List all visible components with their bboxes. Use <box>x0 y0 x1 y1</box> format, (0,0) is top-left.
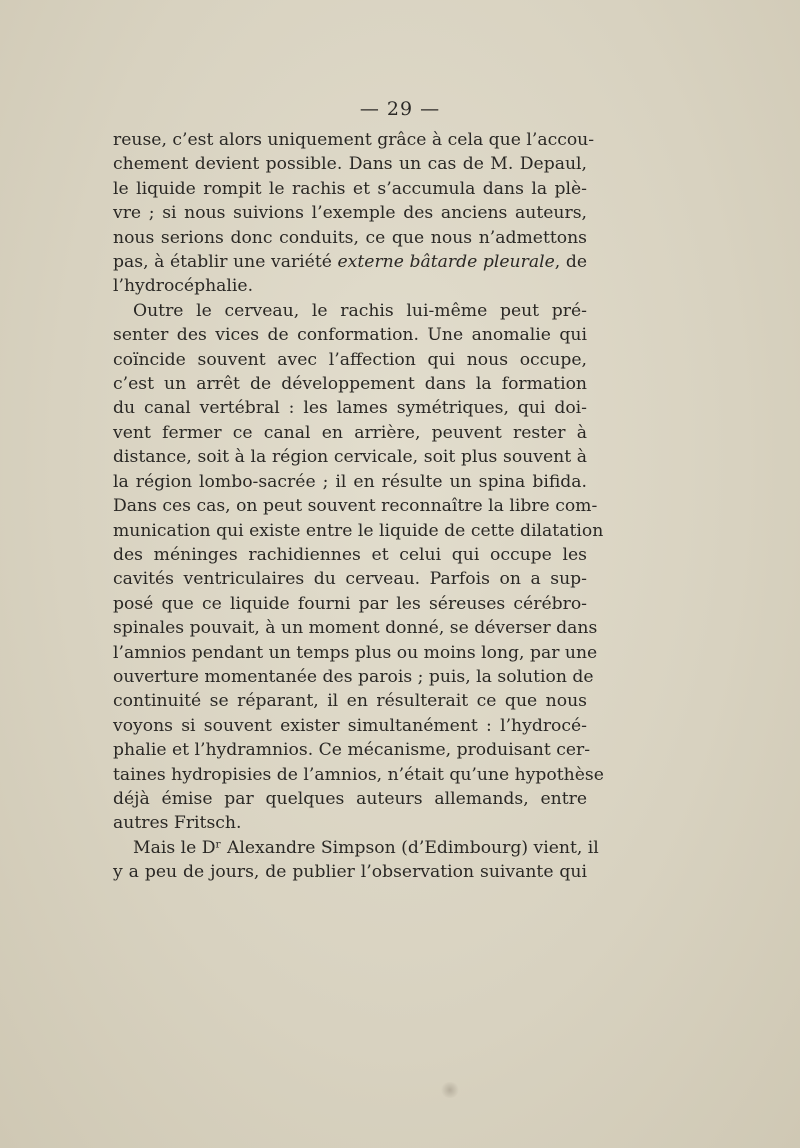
text-line: des méninges rachidiennes et celui qui occupe les <box>113 544 587 565</box>
text-line: spinales pouvait, à un moment donné, se déverser dans <box>113 618 598 639</box>
text-line: Mais le Dʳ Alexandre Simpson (d’Edimbourg) vient, il <box>133 837 599 858</box>
text-line: coïncide souvent avec l’affection qui nous occupe, <box>113 349 587 370</box>
text-line: distance, soit à la région cervicale, soit plus souvent à <box>113 447 587 468</box>
text-line: l’amnios pendant un temps plus ou moins long, par une <box>113 642 598 663</box>
body-text <box>113 128 604 885</box>
text-line: voyons si souvent exister simultanément : l’hydrocé- <box>113 715 587 736</box>
text-line: ouverture momentanée des parois ; puis, la solution de <box>113 666 594 687</box>
text-line: Outre le cerveau, le rachis lui-même peut pré- <box>133 300 587 321</box>
text-line: chement devient possible. Dans un cas de M. Depaul, <box>113 154 587 175</box>
text-line: la région lombo-sacrée ; il en résulte un spina bifida. <box>113 471 587 492</box>
text-line: posé que ce liquide fourni par les séreuses cérébro- <box>113 593 587 614</box>
text-line: cavités ventriculaires du cerveau. Parfois on a sup- <box>113 569 587 590</box>
text-line: phalie et l’hydramnios. Ce mécanisme, produisant cer- <box>113 740 591 761</box>
text-line: pas, à établir une variété externe bâtarde pleurale, de <box>113 252 587 273</box>
text-line: le liquide rompit le rachis et s’accumula dans la plè- <box>113 178 587 199</box>
text-line: munication qui existe entre le liquide de cette dilatation <box>113 520 604 541</box>
page-number: — 29 — <box>359 98 441 120</box>
italic-phrase: externe bâtarde pleurale <box>337 252 555 273</box>
text-line: reuse, c’est alors uniquement grâce à cela que l’accou- <box>113 130 595 150</box>
text-line: Dans ces cas, on peut souvent reconnaître la libre com- <box>113 496 598 517</box>
text-line: déjà émise par quelques auteurs allemands, entre <box>113 788 587 809</box>
text-line: y a peu de jours, de publier l’observation suivante qui <box>113 862 587 883</box>
text-line: nous serions donc conduits, ce que nous n’admettons <box>113 227 587 248</box>
text-line: l’hydrocéphalie. <box>113 276 254 297</box>
text-line: senter des vices de conformation. Une anomalie qui <box>113 325 587 346</box>
text-line: vre ; si nous suivions l’exemple des anciens auteurs, <box>113 203 587 224</box>
text-line: taines hydropisies de l’amnios, n’était qu’une hypothèse <box>113 764 604 785</box>
text-line: autres Fritsch. <box>113 813 242 834</box>
text-line: du canal vertébral : les lames symétriques, qui doi- <box>113 398 587 419</box>
text-line: vent fermer ce canal en arrière, peuvent rester à <box>113 422 587 443</box>
text-line: continuité se réparant, il en résulterait ce que nous <box>113 691 587 712</box>
paper-stain <box>440 1082 460 1098</box>
text-line: c’est un arrêt de développement dans la formation <box>113 374 587 395</box>
